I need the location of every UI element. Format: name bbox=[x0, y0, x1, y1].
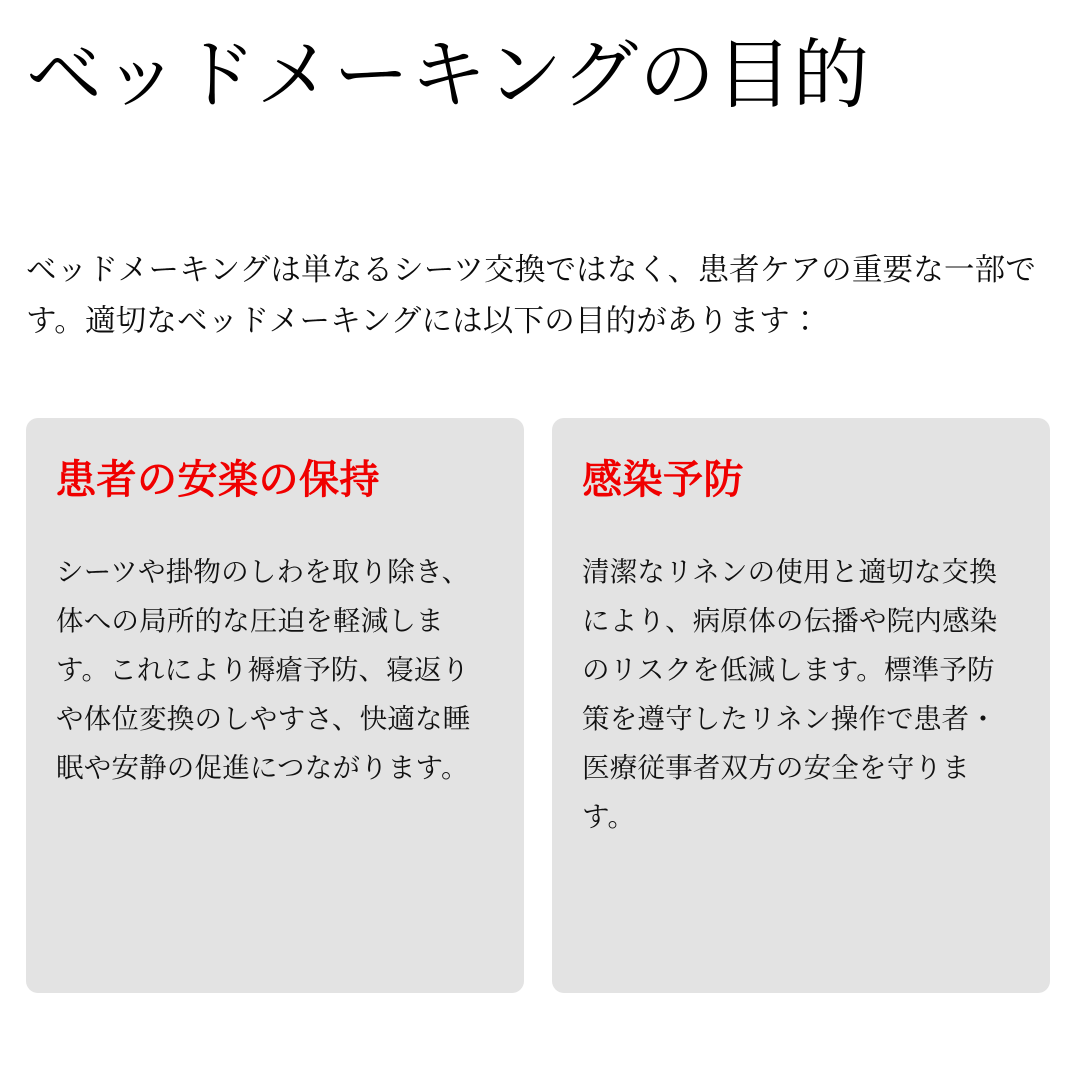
purpose-card-comfort-body: シーツや掛物のしわを取り除き、体への局所的な圧迫を軽減します。これにより褥瘡予防、寝返りや体位変換のしやすさ、快適な睡眠や安静の促進につながります。 bbox=[56, 556, 471, 784]
purpose-card-infection bbox=[552, 418, 1050, 993]
purpose-card-infection-body: 清潔なリネンの使用と適切な交換により、病原体の伝播や院内感染のリスクを低減します。標準予防策を遵守したリネン操作で患者・医療従事者双方の安全を守ります。 bbox=[582, 556, 998, 833]
intro-paragraph: ベッドメーキングは単なるシーツ交換ではなく、患者ケアの重要な一部です。適切なベッドメーキングには以下の目的があります： bbox=[26, 253, 1037, 338]
page-title: ベッドメーキングの目的 bbox=[26, 34, 870, 118]
purpose-card-infection-title: 感染予防 bbox=[582, 458, 744, 503]
purpose-card-comfort-title: 患者の安楽の保持 bbox=[56, 458, 380, 503]
purpose-card-comfort bbox=[26, 418, 524, 993]
purpose-card-list bbox=[26, 418, 1057, 993]
